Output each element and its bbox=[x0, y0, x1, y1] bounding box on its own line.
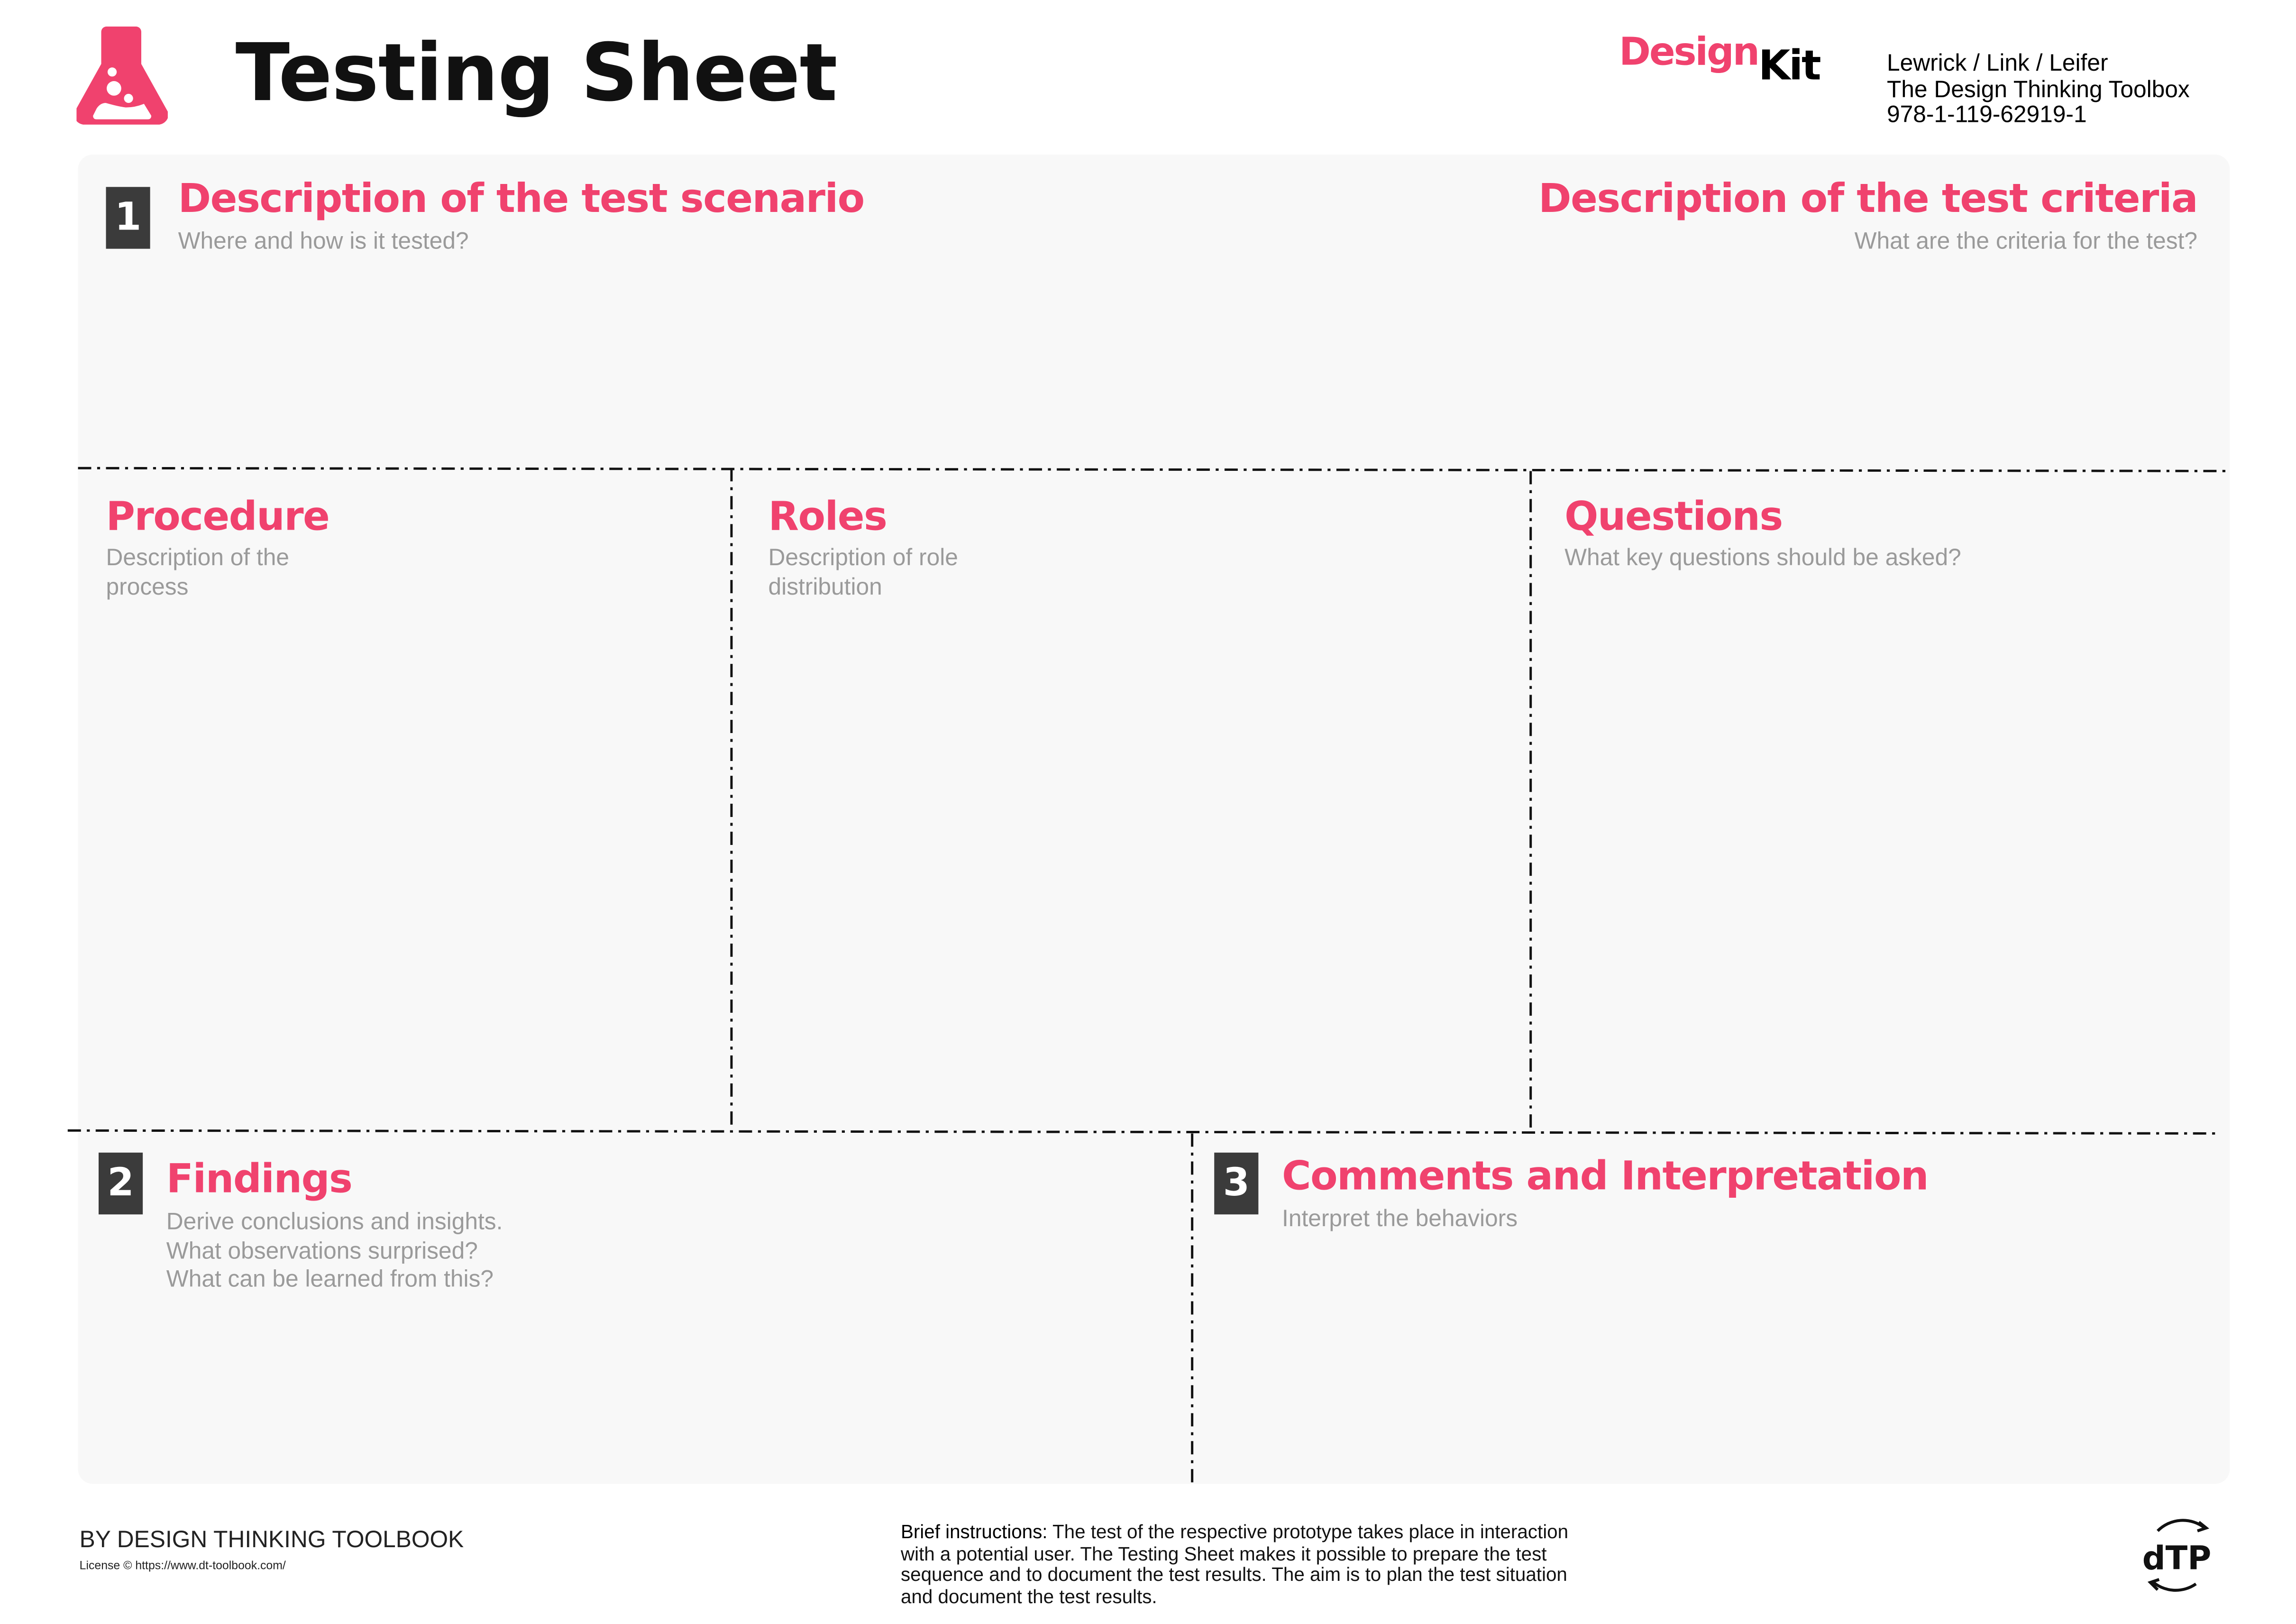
authors: Lewrick / Link / Leifer bbox=[1886, 51, 2108, 77]
byline: BY DESIGN THINKING TOOLBOOK bbox=[79, 1528, 464, 1553]
svg-text:dTP: dTP bbox=[2142, 1540, 2212, 1578]
section-number-2: 2 bbox=[99, 1153, 143, 1214]
scenario-heading: Description of the test scenario bbox=[178, 176, 864, 222]
roles-subtitle: Description of role distribution bbox=[768, 546, 958, 600]
designkit-logo: DesignKit bbox=[1619, 31, 1820, 90]
page-title: Testing Sheet bbox=[235, 26, 837, 119]
section-number-1: 1 bbox=[106, 187, 150, 248]
isbn: 978-1-119-62919-1 bbox=[1886, 103, 2087, 128]
book-title: The Design Thinking Toolbox bbox=[1886, 77, 2190, 102]
comments-subtitle: Interpret the behaviors bbox=[1282, 1207, 1518, 1232]
dtp-logo bbox=[2131, 1516, 2222, 1596]
divider-top bbox=[78, 468, 2230, 471]
criteria-heading: Description of the test criteria bbox=[1538, 176, 2198, 222]
criteria-subtitle: What are the criteria for the test? bbox=[1854, 229, 2198, 255]
findings-heading: Findings bbox=[166, 1157, 352, 1203]
questions-subtitle: What key questions should be asked? bbox=[1564, 546, 1961, 571]
comments-heading: Comments and Interpretation bbox=[1282, 1154, 1928, 1200]
scenario-subtitle: Where and how is it tested? bbox=[178, 229, 469, 255]
brief-instructions: Brief instructions: The test of the respective prototype takes place in interaction with a potential user. The Testing Sheet makes it possible to prepare the test sequence and to document the test results. The aim is to plan the test situation and document the test results. bbox=[900, 1520, 1569, 1607]
license-link[interactable]: License © https://www.dt-toolbook.com/ bbox=[79, 1559, 286, 1572]
questions-heading: Questions bbox=[1564, 495, 1783, 541]
procedure-heading: Procedure bbox=[106, 495, 329, 541]
section-number-3: 3 bbox=[1214, 1153, 1258, 1214]
findings-subtitle: Derive conclusions and insights. What observations surprised? What can be learned from this? bbox=[166, 1210, 503, 1293]
procedure-subtitle: Description of the process bbox=[106, 546, 290, 600]
roles-heading: Roles bbox=[768, 495, 887, 541]
divider-bottom bbox=[68, 1130, 2220, 1133]
